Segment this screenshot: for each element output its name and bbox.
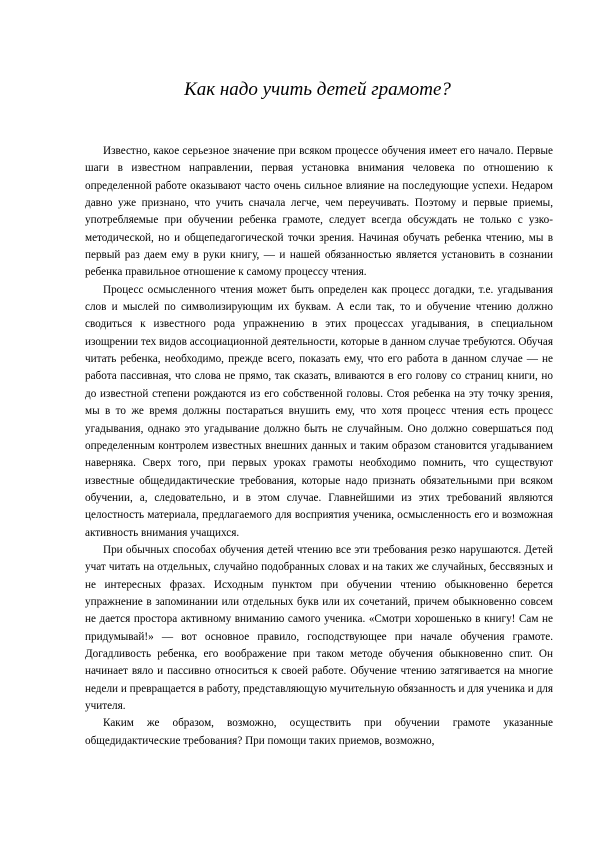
paragraph-2: Процесс осмысленного чтения может быть определен как процесс догадки, т.е. угадывания слов и мыслей по символизирующим их буквам. А если так, то и обучение чтению должно сводиться к известного рода упражнению в этих процессах угадывания, в специальном изощрении тех видов ассоциационной деятельности, которые в данном случае требуются. Обучая читать ребенка, необходимо, прежде всего, показать ему, что его работа в данном случае — не работа пассивная, что слова не прямо, так сказать, вливаются в его голову со страниц книги, но до известной степени рождаются из его собственной головы. Стоя ребенка на эту точку зрения, мы в то же время должны постараться внушить ему, что хотя процесс чтения есть процесс угадывания, однако это угадывание должно быть не случайным. Оно должно совершаться под определенным контролем известных внешних данных и таким образом становится угадыванием наверняка. Сверх того, при первых уроках грамоты необходимо помнить, что существуют известные общедидактические требования, которые надо признать обязательными при всяком обучении, а, следовательно, и в этом случае. Главнейшими из этих требований являются целостность материала, предлагаемого для восприятия ученика, осмысленность его и возможная активность внимания учащихся. (85, 283, 553, 539)
paragraph-1: Известно, какое серьезное значение при всяком процессе обучения имеет его начало. Первые шаги в известном направлении, первая установка внимания человека по отношению к определенной работе оказывают часто очень сильное влияние на последующие успехи. Недаром давно уже признано, что учить сначала легче, чем переучивать. Поэтому и первые приемы, употребляемые при обучении ребенка грамоте, следует всегда обсуждать не только с узко-методической, но и общепедагогической точки зрения. Начиная обучать ребенка чтению, мы в первый раз даем ему в руки книгу, — и нашей обязанностью является установить в сознании ребенка правильное отношение к самому процессу чтения. (85, 145, 553, 279)
document-body (85, 143, 553, 750)
paragraph-3: При обычных способах обучения детей чтению все эти требования резко нарушаются. Детей учат читать на отдельных, случайно подобранных словах и на таких же случайных, бессвязных и не интересных фразах. Исходным пунктом при обучении чтению обыкновенно берется упражнение в запоминании или отдельных букв или их сочетаний, причем обыкновенно совсем не дается простора активному вниманию самого ученика. «Смотри хорошенько в книгу! Сам не придумывай!» — вот основное правило, господствующее при начале обучения грамоте. Догадливость ребенка, его воображение при таком методе обучения обыкновенно спит. Он начинает вяло и пассивно относиться к своей работе. Обучение чтению затягивается на многие недели и превращается в работу, представляющую мучительную обязанность и для ученика и для учителя. (85, 543, 553, 712)
paragraph-4: Каким же образом, возможно, осуществить при обучении грамоте указанные общедидактические требования? При помощи таких приемов, возможно, (85, 717, 553, 747)
document-title: Как надо учить детей грамоте? (184, 79, 451, 100)
